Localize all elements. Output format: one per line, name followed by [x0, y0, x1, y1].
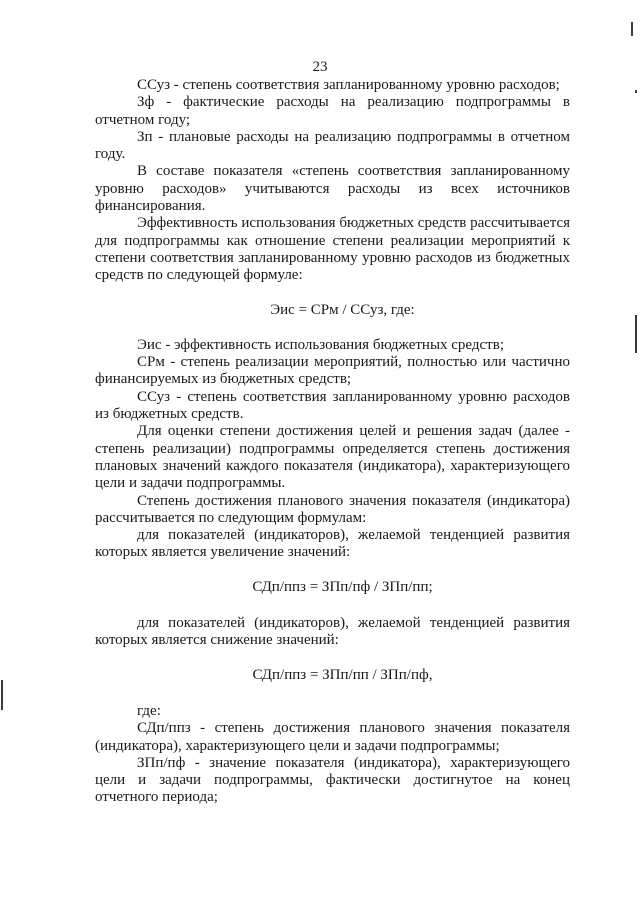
formula-decrease: СДп/ппз = ЗПп/пп / ЗПп/пф, [252, 666, 433, 683]
paragraph-sssuz-budget-definition: ССуз - степень соответствия запланированному уровню расходов из бюджетных средств. [95, 388, 570, 423]
paragraph-where: где: [137, 702, 161, 719]
formula-increase: СДп/ппз = ЗПп/пф / ЗПп/пп; [252, 578, 433, 595]
paragraph-zppf-definition: ЗПп/пф - значение показателя (индикатора), характеризующего цели и задачи подпрограммы, фактически достигнутое на конец отчетного периода; [95, 754, 570, 806]
paragraph-srm-definition: СРм - степень реализации мероприятий, полностью или частично финансируемых из бюджетных средств; [95, 354, 570, 388]
paragraph-budget-efficiency: Эффективность использования бюджетных средств рассчитывается для подпрограммы как отношение степени реализации мероприятий к степени соответствия запланированному уровню расходов из бюджетных средств по следующей формуле: [95, 215, 570, 284]
paragraph-zp-definition: Зп - плановые расходы на реализацию подпрограммы в отчетном году. [95, 128, 570, 163]
formula-budget-efficiency: Эис = СРм / ССуз, где: [270, 301, 415, 318]
paragraph-planned-value-degree: Степень достижения планового значения показателя (индикатора) рассчитывается по следующим формулам: [95, 492, 570, 526]
paragraph-sssuz-definition: ССуз - степень соответствия запланированному уровню расходов; [137, 77, 560, 93]
document-body [95, 77, 570, 807]
paragraph-decrease-indicators: для показателей (индикаторов), желаемой тенденцией развития которых является снижение значений: [95, 615, 570, 649]
scan-artifact-top-right [631, 22, 633, 36]
scan-artifact-right-upper [635, 90, 637, 93]
scan-artifact-left [1, 680, 3, 710]
scan-artifact-right-middle [635, 315, 637, 353]
page-number: 23 [312, 59, 328, 75]
paragraph-increase-indicators: для показателей (индикаторов), желаемой тенденцией развития которых является увеличение значений: [95, 527, 570, 561]
paragraph-eis-definition: Эис - эффективность использования бюджетных средств; [137, 336, 504, 353]
paragraph-sdppz-definition: СДп/ппз - степень достижения планового значения показателя (индикатора), характеризующего цели и задачи подпрограммы; [95, 720, 570, 754]
paragraph-zf-definition: Зф - фактические расходы на реализацию подпрограммы в отчетном году; [95, 94, 570, 128]
paragraph-goal-achievement: Для оценки степени достижения целей и решения задач (далее - степень реализации) подпрограммы определяется степень достижения плановых значений каждого показателя (индикатора), характеризующего цели и задачи подпрограммы. [95, 423, 570, 492]
paragraph-indicator-composition: В составе показателя «степень соответствия запланированному уровню расходов» учитываются расходы из всех источников финансирования. [95, 163, 570, 215]
